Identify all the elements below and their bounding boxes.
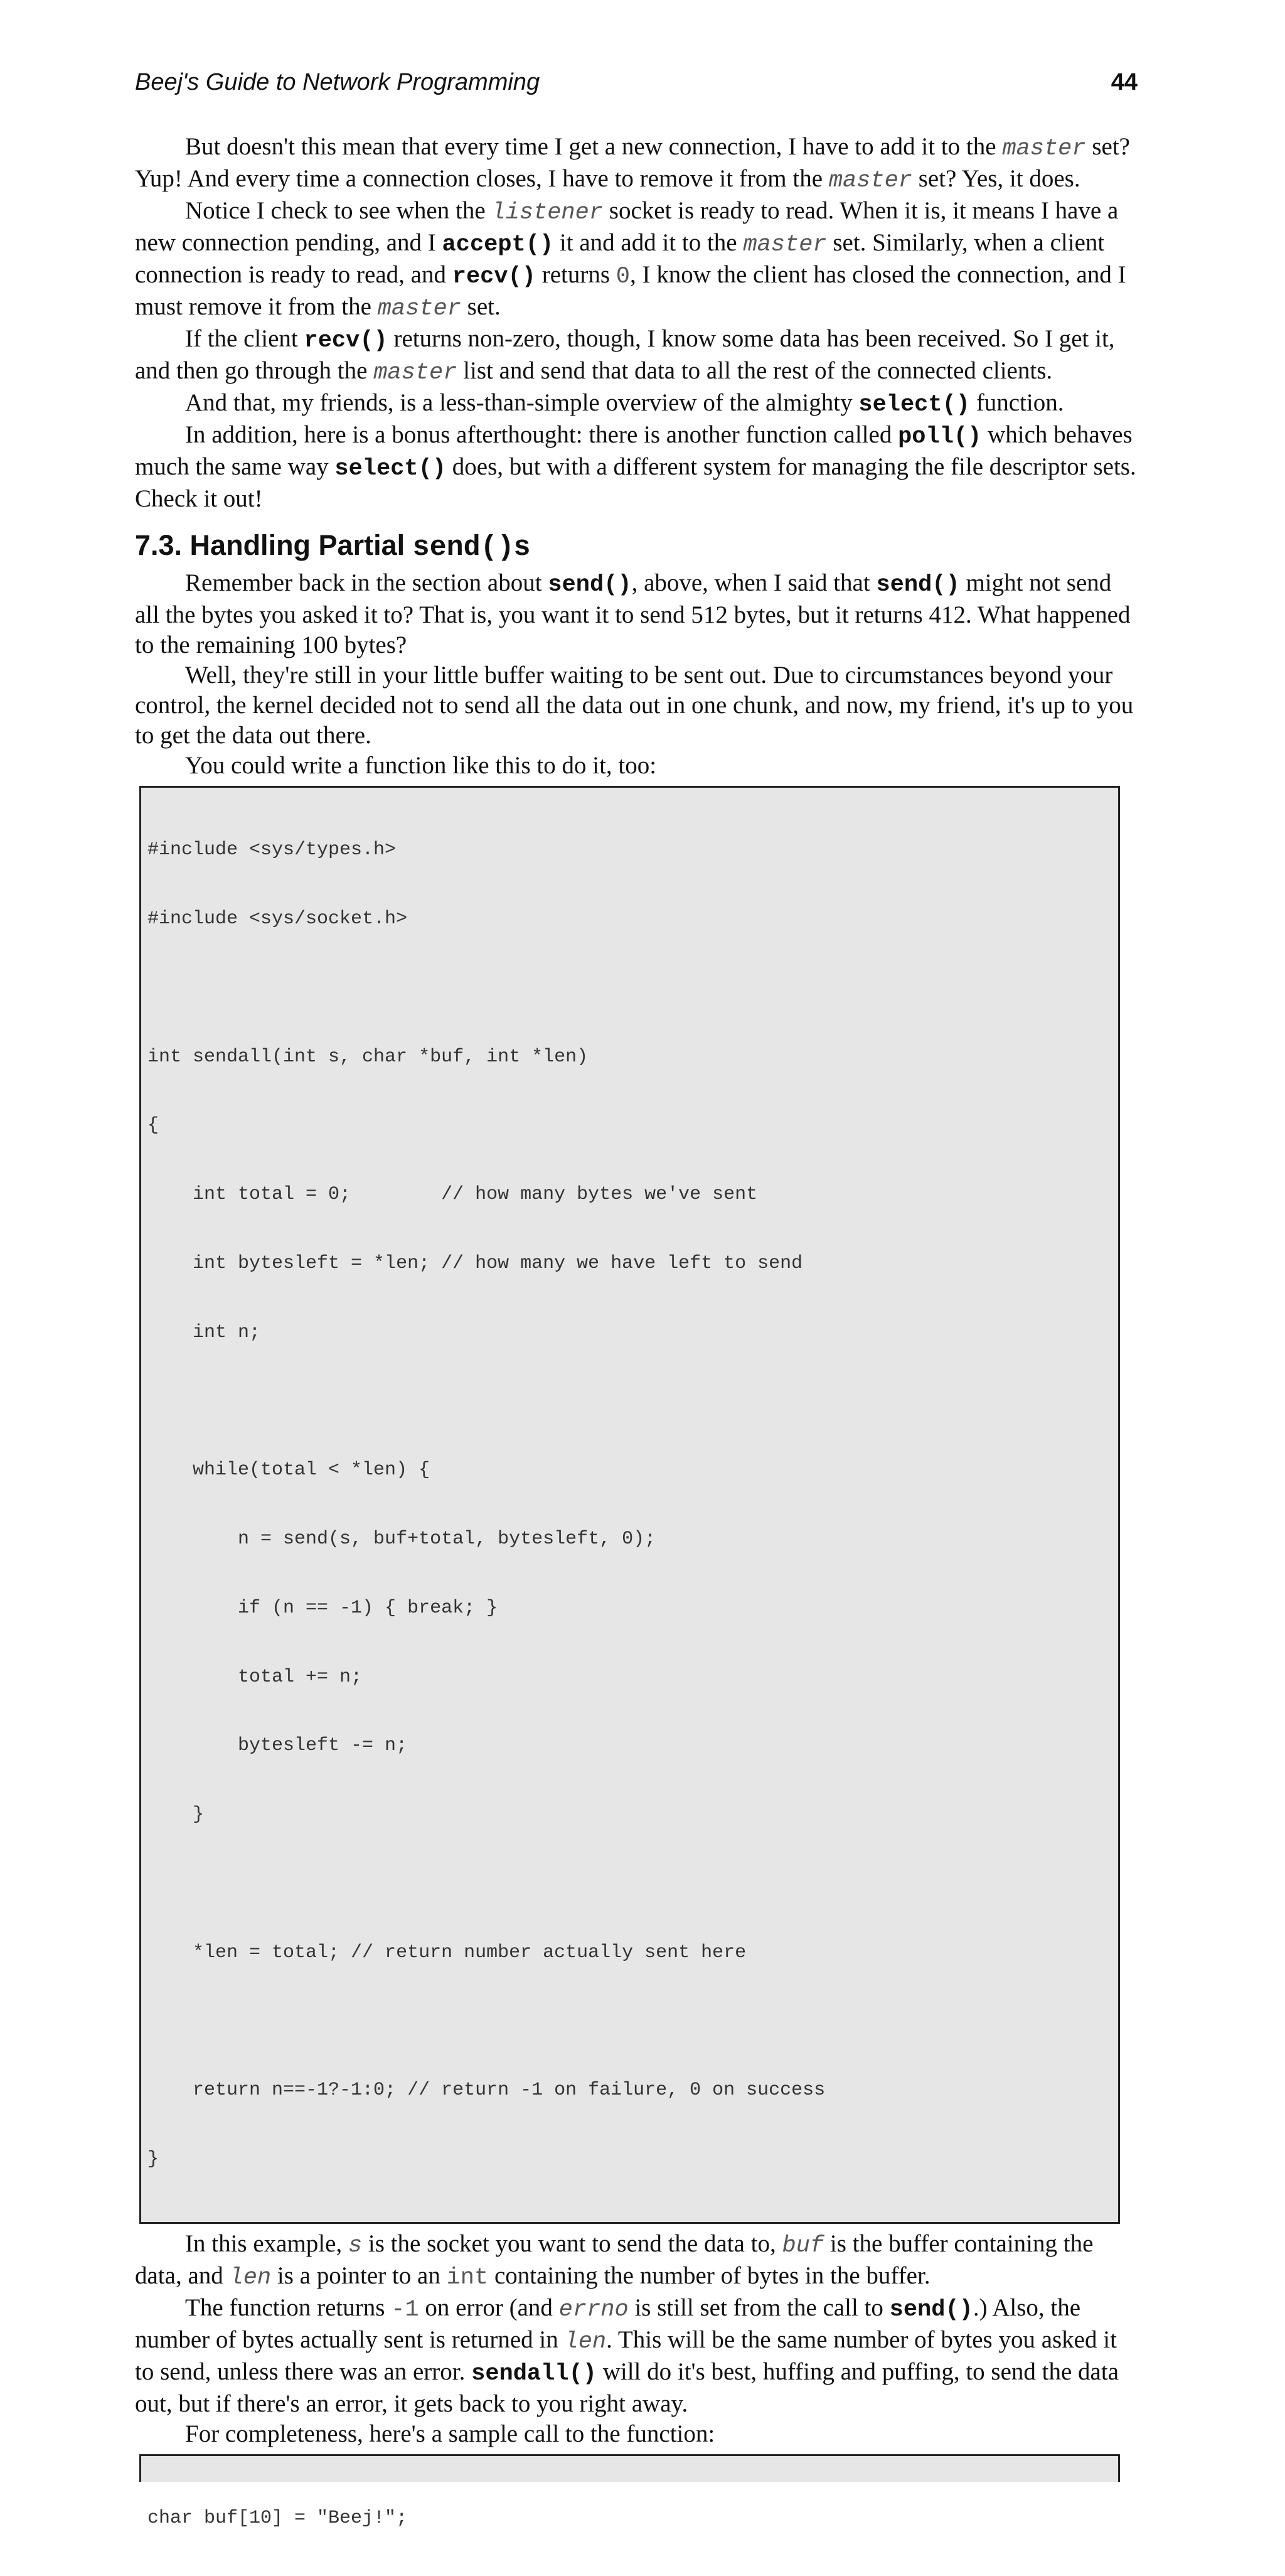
book-title: Beej's Guide to Network Programming bbox=[135, 69, 540, 95]
variable-name: len bbox=[564, 2328, 607, 2355]
paragraph: Remember back in the section about send(), above, when I said that send() might not send all the bytes you asked it to? That is, you want it to send 512 bytes, but it returns 412. What happened to the remaining 100 bytes? bbox=[135, 569, 1131, 658]
code-line: *len = total; // return number actually sent here bbox=[147, 1941, 747, 1963]
code-line: } bbox=[147, 2149, 159, 2171]
variable-name: master bbox=[743, 232, 827, 258]
function-name: recv() bbox=[452, 264, 536, 290]
code-line: return n==-1?-1:0; // return -1 on failure, 0 on success bbox=[147, 2080, 826, 2101]
function-name: recv() bbox=[304, 328, 388, 354]
code-line: n = send(s, buf+total, bytesleft, 0); bbox=[147, 1528, 656, 1550]
code-block-sendall bbox=[139, 786, 1120, 2224]
code-line: { bbox=[147, 1115, 159, 1137]
paragraph: The function returns -1 on error (and errno is still set from the call to send().) Also, the number of bytes actually sent is returned in len. This will be the same number of bytes you asked it to send, unless there was an error. sendall() will do it's best, huffing and puffing, to send the data out, but if there's an error, it gets back to you right away. bbox=[135, 2294, 1119, 2417]
code-line: int bytesleft = *len; // how many we have left to send bbox=[147, 1252, 803, 1274]
function-name: send() bbox=[548, 572, 632, 598]
paragraph: And that, my friends, is a less-than-simple overview of the almighty select() function. bbox=[185, 389, 1064, 418]
variable-name: master bbox=[373, 360, 457, 386]
variable-name: buf bbox=[782, 2232, 824, 2259]
code-line: #include <sys/types.h> bbox=[147, 839, 397, 861]
paragraph: For completeness, here's a sample call to the function: bbox=[185, 2420, 715, 2447]
code-line: } bbox=[147, 1804, 205, 1826]
literal-value: -1 bbox=[391, 2296, 419, 2323]
code-line: bytesleft -= n; bbox=[147, 1735, 408, 1757]
code-line bbox=[147, 977, 1112, 1000]
code-line: if (n == -1) { break; } bbox=[147, 1597, 498, 1619]
function-name: accept() bbox=[442, 232, 554, 258]
paragraph: But doesn't this mean that every time I get a new connection, I have to add it to the master set? Yup! And every time a connection closes, I have to remove it from the master set? Yes, it does. bbox=[135, 133, 1130, 194]
variable-name: master bbox=[377, 296, 461, 322]
code-block-sample-call bbox=[139, 2454, 1120, 2529]
variable-name: s bbox=[348, 2232, 363, 2259]
code-line: char buf[10] = "Beej!"; bbox=[147, 2508, 408, 2529]
page-number: 44 bbox=[1111, 69, 1138, 95]
function-name: select() bbox=[858, 392, 970, 418]
literal-value: 0 bbox=[616, 264, 630, 290]
variable-name: listener bbox=[491, 200, 604, 226]
paragraph: In this example, s is the socket you want to send the data to, buf is the buffer containing the data, and len is a pointer to an int containing the number of bytes in the buffer. bbox=[135, 2230, 1094, 2291]
running-header bbox=[135, 69, 1138, 107]
paragraph: Well, they're still in your little buffer waiting to be sent out. Due to circumstances beyond your control, the kernel decided not to send all the data out in one chunk, and now, my friend, it's up to you to get the data out there. bbox=[135, 662, 1134, 749]
code-line bbox=[147, 1390, 1112, 1413]
code-line bbox=[147, 1872, 1112, 1896]
function-name: select() bbox=[334, 456, 447, 482]
paragraph: Notice I check to see when the listener socket is ready to read. When it is, it means I have a new connection pending, and I accept() it and add it to the master set. Similarly, when a client connection is ready to read, and recv() returns 0, I know the client has closed the connection, and I must remove it from the master set. bbox=[135, 197, 1126, 322]
variable-name: len bbox=[229, 2264, 272, 2291]
page-body bbox=[135, 132, 1138, 2529]
paragraph: In addition, here is a bonus afterthought: there is another function called poll() which behaves much the same way select() does, but with a different system for managing the file descriptor sets. Check it out! bbox=[135, 421, 1136, 512]
paragraph: You could write a function like this to do it, too: bbox=[185, 752, 657, 779]
code-line: while(total < *len) { bbox=[147, 1459, 430, 1481]
code-line: int n; bbox=[147, 1321, 261, 1343]
variable-name: master bbox=[828, 168, 912, 194]
paragraph: If the client recv() returns non-zero, though, I know some data has been received. So I get it, and then go through the master list and send that data to all the rest of the connected clients. bbox=[135, 325, 1115, 386]
function-name: sendall() bbox=[471, 2360, 597, 2387]
code-line: #include <sys/socket.h> bbox=[147, 908, 408, 930]
function-name: poll() bbox=[898, 424, 982, 450]
code-line: int total = 0; // how many bytes we've sent bbox=[147, 1184, 758, 1206]
function-name: send() bbox=[889, 2296, 973, 2323]
function-name: send() bbox=[876, 572, 960, 598]
code-line bbox=[147, 2010, 1112, 2033]
variable-name: errno bbox=[558, 2296, 629, 2323]
variable-name: master bbox=[1002, 136, 1086, 162]
section-heading: 7.3. Handling Partial send()s bbox=[135, 529, 530, 564]
code-line: int sendall(int s, char *buf, int *len) bbox=[147, 1046, 589, 1068]
code-line: total += n; bbox=[147, 1666, 363, 1688]
literal-value: int bbox=[446, 2264, 489, 2291]
